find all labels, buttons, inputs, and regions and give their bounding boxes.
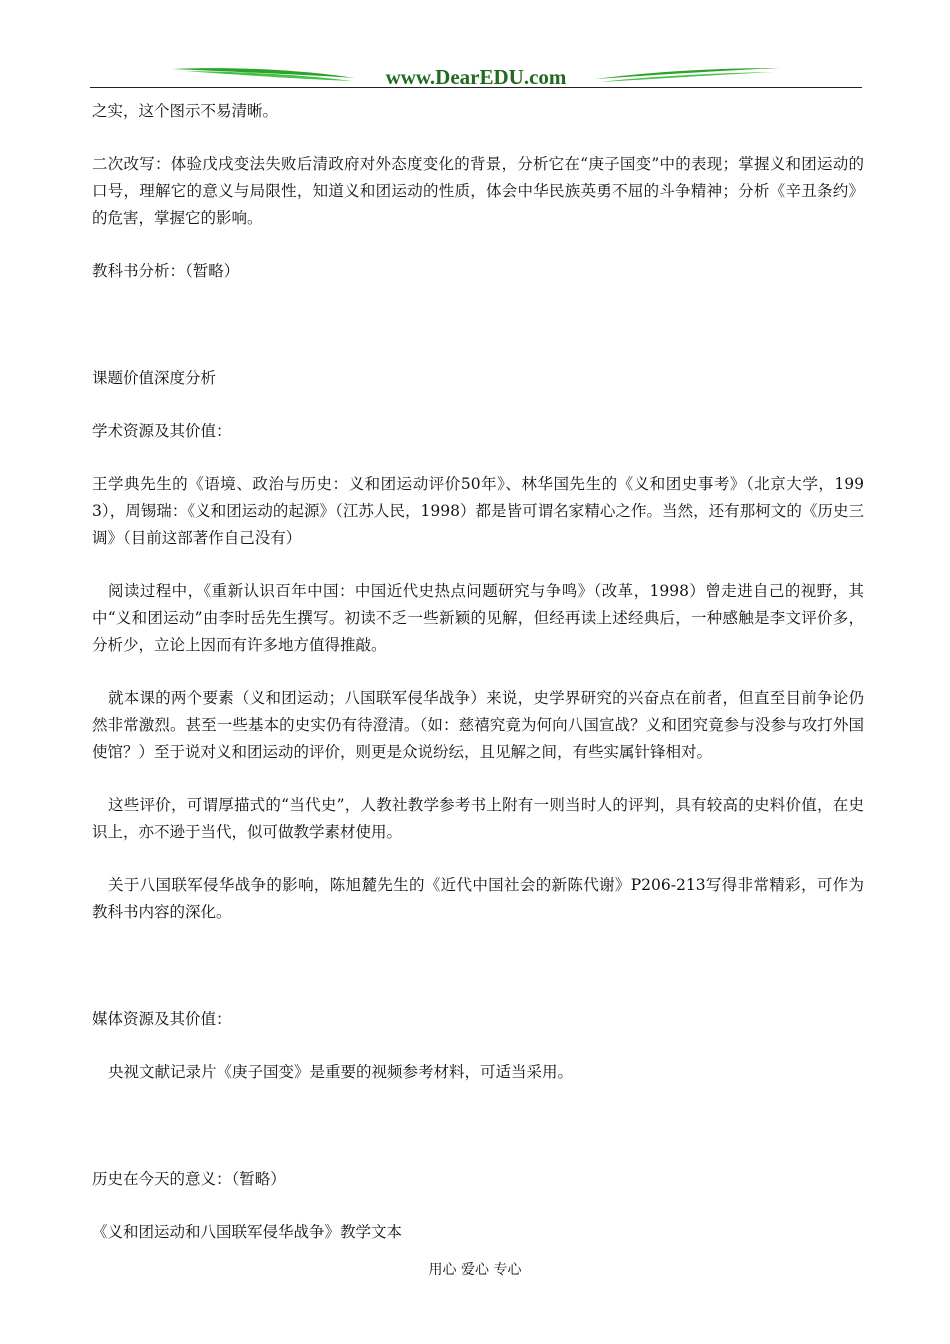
paragraph: 之实，这个图示不易清晰。 [92, 102, 279, 120]
paragraph: 央视文献记录片《庚子国变》是重要的视频参考材料，可适当采用。 [108, 1063, 574, 1081]
subheading: 学术资源及其价值： [92, 422, 232, 440]
header-divider [90, 87, 862, 88]
footer-text: 用心 爱心 专心 [428, 1262, 522, 1278]
paragraph: 阅读过程中，《重新认识百年中国：中国近代史热点问题研究与争鸣》（改革，1998）曾走进自己的视野，其中“义和团运动”由李时岳先生撰写。初读不乏一些新颖的见解，但经再读上述经典后，一种感触是李文评价多，分析少，立论上因而有许多地方值得推敲。 [92, 582, 864, 654]
section-heading: 课题价值深度分析 [92, 369, 217, 387]
paragraph: 这些评价，可谓厚描式的“当代史”，人教社教学参考书上附有一则当时人的评判，具有较高的史料价值，在史识上，亦不逊于当代，似可做教学素材使用。 [92, 796, 864, 841]
logo-text: www.DearEDU.com [385, 65, 567, 89]
paragraph: 教科书分析：（暂略） [92, 262, 240, 280]
subheading: 历史在今天的意义：（暂略） [92, 1170, 286, 1188]
paragraph: 关于八国联军侵华战争的影响，陈旭麓先生的《近代中国社会的新陈代谢》P206-213写得非常精彩，可作为教科书内容的深化。 [92, 876, 864, 921]
paragraph: 就本课的两个要素（义和团运动；八国联军侵华战争）来说，史学界研究的兴奋点在前者，但直至目前争论仍然非常激烈。甚至一些基本的史实仍有待澄清。（如：慈禧究竟为何向八国宣战？义和团究竟参与没参与攻打外国使馆？）至于说对义和团运动的评价，则更是众说纷纭，且见解之间，有些实属针锋相对。 [92, 689, 864, 761]
document-body [92, 98, 864, 1246]
subheading: 媒体资源及其价值： [92, 1010, 232, 1028]
paragraph: 王学典先生的《语境、政治与历史：义和团运动评价50年》、林华国先生的《义和团史事考》（北京大学，1993），周锡瑞：《义和团运动的起源》（江苏人民，1998）都是皆可谓名家精心之作。当然，还有那柯文的《历史三调》（目前这部著作自己没有） [92, 475, 864, 547]
document-title: 《义和团运动和八国联军侵华战争》教学文本 [92, 1223, 403, 1241]
paragraph: 二次改写：体验戊戌变法失败后清政府对外态度变化的背景，分析它在“庚子国变”中的表现；掌握义和团运动的口号，理解它的意义与局限性，知道义和团运动的性质，体会中华民族英勇不屈的斗争精神；分析《辛丑条约》的危害，掌握它的影响。 [92, 155, 864, 227]
